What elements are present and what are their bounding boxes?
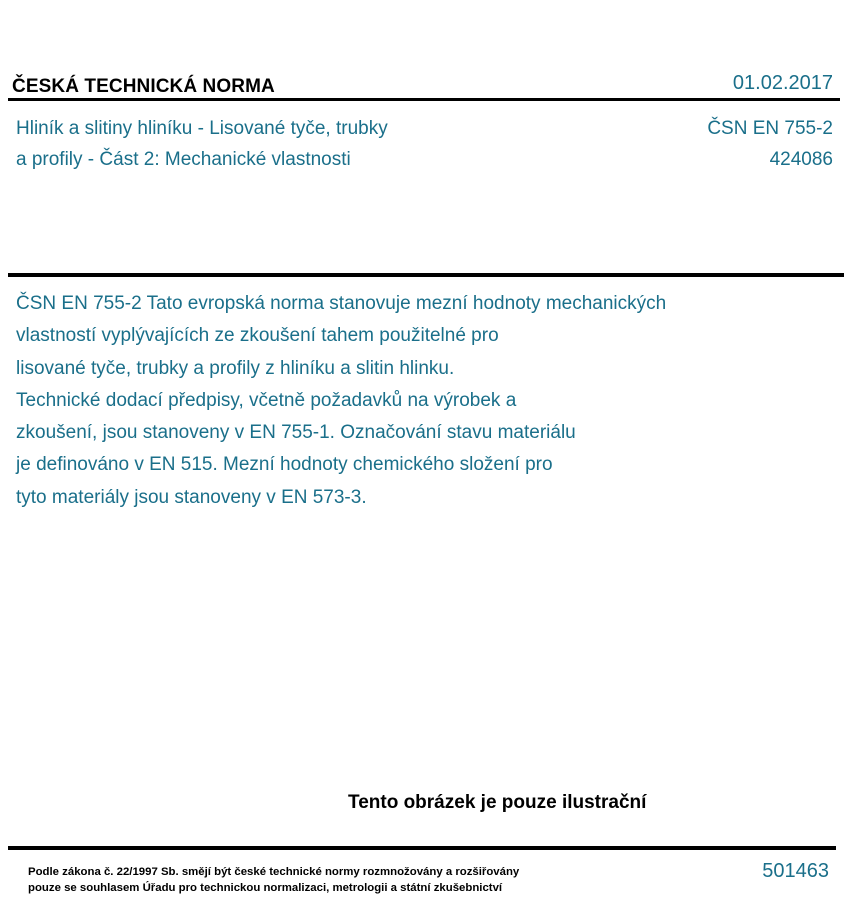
abstract-line: je definováno v EN 515. Mezní hodnoty chemického složení pro [16,454,553,476]
abstract-line: ČSN EN 755-2 Tato evropská norma stanovuje mezní hodnoty mechanických [16,293,667,314]
abstract-line: Technické dodací předpisy, včetně požadavků na výrobek a [16,389,517,411]
abstract-line: tyto materiály jsou stanoveny v EN 573-3. [16,486,367,508]
abstract-text [16,288,796,514]
header-divider [8,98,840,101]
footer-divider [8,846,836,850]
abstract-line: lisované tyče, trubky a profily z hliníku a slitin hlinku. [16,357,455,379]
publication-date: 01.02.2017 [732,72,833,94]
document-number: 501463 [762,860,829,882]
standard-code: ČSN EN 755-2 [707,118,833,139]
document-title-line-1: Hliník a slitiny hliníku - Lisované tyče, trubky [16,118,388,139]
abstract-line: zkoušení, jsou stanoveny v EN 755-1. Označování stavu materiálu [16,422,576,444]
standard-type-heading: ČESKÁ TECHNICKÁ NORMA [12,76,275,97]
title-divider [8,273,844,277]
legal-notice-line: Podle zákona č. 22/1997 Sb. smějí být české technické normy rozmnožovány a rozšiřovány [28,866,520,878]
legal-notice-line: pouze se souhlasem Úřadu pro technickou normalizaci, metrologii a státní zkušebnictví [28,882,503,894]
abstract-line: vlastností vyplývajících ze zkoušení tahem použitelné pro [16,325,499,347]
document-title-line-2: a profily - Část 2: Mechanické vlastnosti [16,149,351,170]
legal-notice [28,864,519,896]
classification-number: 424086 [769,149,833,170]
illustration-note: Tento obrázek je pouze ilustrační [348,792,647,813]
